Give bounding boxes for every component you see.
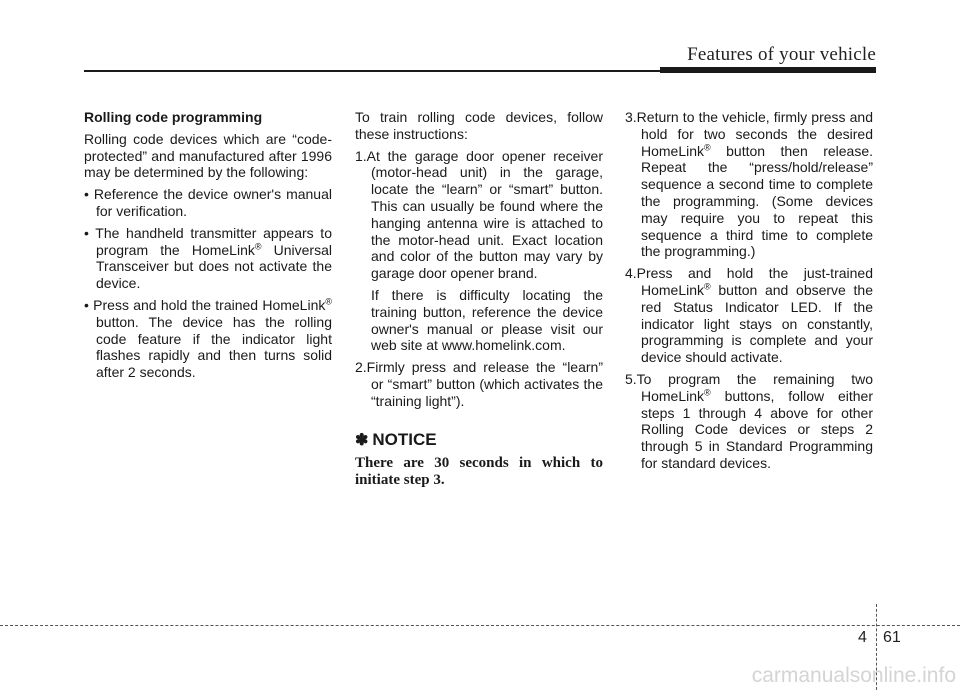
header-rule-thin [84,70,660,72]
bullet-1-text: Reference the device owner's manual for verification. [93,186,332,219]
step-4-text-b: button and observe the red Status Indicator LED. If the indicator light stays on constantly, programming is complete and your device should activate. [641,281,873,366]
asterisk-icon: ✽ [355,431,369,449]
registered-mark: ® [325,296,333,307]
header-rule-thick [660,67,876,73]
column-2 [355,109,603,494]
step-3-text-b: button then release. Repeat the “press/hold/release” sequence a second time to complete the programming. (Some devices may require you to repeat this sequence a third time to complete the programming.) [641,142,873,260]
registered-mark: ® [704,387,711,398]
bullet-3-text-a: Press and hold the trained HomeLink [93,296,326,313]
step-1: 1.At the garage door opener receiver (motor-head unit) in the garage, locate the “learn” or “smart” button. This can usually be found where the hanging antenna wire is attached to the motor-head unit. Exact location and color of the button may vary by garage door opener brand. [355,147,603,282]
step-2: 2.Firmly press and release the “learn” or “smart” button (which activates the “training light”). [355,359,603,409]
step-5-text-b: buttons, follow either steps 1 through 4 above for other Rolling Code devices or steps 2 through 5 in Standard Programming for standard devices. [641,387,874,471]
bullet-1: • Reference the device owner's manual for verification. [84,186,332,219]
page-number: 61 [883,629,901,646]
registered-mark: ® [254,240,262,251]
notice-heading [355,429,603,450]
column-3 [625,109,873,477]
col1-intro: Rolling code devices which are “code-protected” and manufactured after 1996 may be determined by the following: [84,130,332,181]
bullet-3: • Press and hold the trained HomeLink® button. The device has the rolling code feature if the indicator light flashes rapidly and then turns solid after 2 seconds. [84,296,333,381]
step-5 [625,371,873,472]
watermark: carmanualsonline.info [751,664,956,687]
col2-intro: To train rolling code devices, follow these instructions: [355,109,603,142]
section-title: Features of your vehicle [687,44,876,65]
registered-mark: ® [704,141,711,152]
step-3 [625,109,873,260]
registered-mark: ® [704,281,711,292]
step-4 [625,265,873,366]
step-5-text-a: 5.To program the remaining two HomeLink [625,370,873,404]
step-4-text-a: 4.Press and hold the just-trained HomeLink [625,265,873,298]
step-3-text-a: 3.Return to the vehicle, firmly press and hold for two seconds the desired HomeLink [625,109,873,159]
bullet-2: • The handheld transmitter appears to program the HomeLink® Universal Transceiver but does not activate the device. [84,224,332,292]
column-1 [84,109,332,386]
chapter-number: 4 [858,629,867,646]
step-1-note: If there is difficulty locating the training button, reference the device owner's manual or please visit our web site at www.homelink.com. [371,286,603,354]
bullet-2-text-b: Universal Transceiver but does not activate the device. [96,241,332,292]
rolling-code-heading: Rolling code programming [84,109,263,125]
bullet-3-text-b: button. The device has the rolling code feature if the indicator light flashes rapidly and then turns solid after 2 seconds. [96,313,332,381]
footer-dashed-rule [0,625,960,626]
notice-title: NOTICE [372,429,437,449]
notice-body: There are 30 seconds in which to initiate step 3. [355,455,603,489]
bullet-2-text-a: The handheld transmitter appears to program the HomeLink [95,224,332,258]
